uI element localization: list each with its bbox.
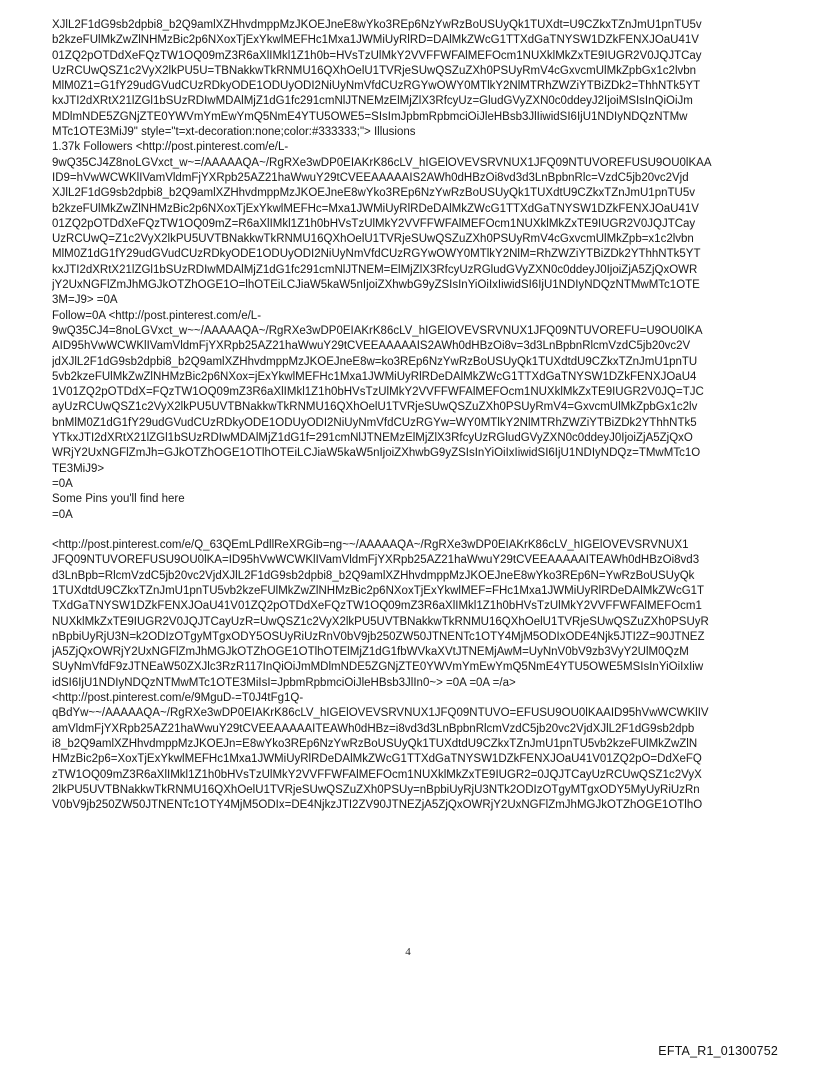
text-line: b2kzeFUlMkZwZlNHMzBic2p6NXoxTjExYkwlMEFHc1Mxa1JWMiUyRlRD=DAlMkZWcG1TTXdGaTNYSW1DZkFENXJOaU41V [52, 34, 699, 47]
text-line: UzRCUwQ=Z1c2VyX2lkPU5UVTBNakkwTkRNMU16QXhOelU1TVRjeSUwQSZuZXh0PSUyRmV4cGxvcmUlMkZpb=x1c2lvbn [52, 233, 694, 246]
text-line: Follow=0A <http://post.pinterest.com/e/L- [52, 309, 262, 322]
bates-number: EFTA_R1_01300752 [658, 1044, 778, 1058]
document-body [52, 18, 772, 813]
text-line: MlM0Z1dG1fY29udGVudCUzRDkyODE1ODUyODI2NiUyNmVfdCUzRGYwOWY0MTlkY2NlM=RhZWZiYTBiZDk2YThhNTk5YT [52, 248, 701, 261]
blank-line [52, 523, 772, 538]
text-line: YTkxJTI2dXRtX21lZGl1bSUzRDIwMDAlMjZ1dG1f=291cmNlJTNEMzElMjZlX3RfcyUzRGludGVyZXN0c0ddeyJ0IjoiZjA5ZjQxO [52, 432, 693, 445]
page-number: 4 [405, 946, 411, 958]
text-line: ayUzRCUwQSZ1c2VyX2lkPU5UVTBNakkwTkRNMU16QXhOelU1TVRjeSUwQSZuZXh0PSUyRmV4=GxvcmUlMkZpbGx1c2lv [52, 401, 698, 414]
text-line: kxJTI2dXRtX21lZGl1bSUzRDIwMDAlMjZ1dG1fc291cmNlJTNEMzElMjZlX3RfcyUz=GludGVyZXN0c0ddeyJ2IjoiMSIsInQiOiJm [52, 95, 693, 108]
text-line: qBdYw~~/AAAAAQA~/RgRXe3wDP0EIAKrK86cLV_hIGElOVEVSRVNUX1JFQ09NTUVO=EFUSU9OU0lKAAID95hVwWCWKlIV [52, 707, 709, 720]
text-line: UzRCUwQSZ1c2VyX2lkPU5U=TBNakkwTkRNMU16QXhOelU1TVRjeSUwQSZuZXh0PSUyRmV4cGxvcmUlMkZpbGx1c2lvbn [52, 64, 697, 77]
text-line: HMzBic2p6=XoxTjExYkwlMEFHc1Mxa1JWMiUyRlRDeDAlMkZWcG1TTXdGaTNYSW1DZkFENXJOaU41V01ZQ2pO=DdXeFQ [52, 753, 702, 766]
text-line: 3M=J9> =0A [52, 294, 118, 307]
text-line: NUXklMkZxTE9IUGR2V0JQJTCayUzR=UwQSZ1c2VyX2lkPU5UVTBNakkwTkRNMU16QXhOelU1TVRjeSUwQSZuZXh0PSUyR [52, 615, 709, 628]
text-line: XJlL2F1dG9sb2dpbi8_b2Q9amlXZHhvdmppMzJKOEJneE8wYko3REp6NzYwRzBoUSUyQk1TUXdt=U9CZkxTZnJmU1pnTU5v [52, 19, 702, 31]
text-line: amVldmFjYXRpb25AZ21haWwuY29tCVEEAAAAAITEAWh0dHBz=i8vd3d3LnBpbnRlcmVzdC5jb20vc2VjdXJlL2F1dG9sb2dpb [52, 722, 695, 735]
text-line: MlM0Z1=G1fY29udGVudCUzRDkyODE1ODUyODI2NiUyNmVfdCUzRGYwOWY0MTlkY2NlMTRhZWZiYTBiZDk2=ThhNTk5YT [52, 80, 701, 93]
text-line: 1V01ZQ2pOTDdX=FQzTW1OQ09mZ3R6aXlIMkl1Z1h0bHVsTzUlMkY2VVFFWFAlMEFOcm1NUXklMkZxTE9IUGR2V0JQ=TJC [52, 386, 704, 399]
encoded-link-block-1 [52, 18, 772, 477]
text-line: =0A [52, 508, 73, 521]
text-line: 2lkPU5UVTBNakkwTkRNMU16QXhOelU1TVRjeSUwQSZuZXh0PSUy=nBpbiUyRjU3NTk2ODIzOTgyMTgxODY5MyUyRiUzRn [52, 783, 700, 796]
text-line: MDlmNDE5ZGNjZTE0YWVmYmEwYmQ5NmE4YTU5OWE5=SIsImJpbmRpbmciOiJleHBsb3JlIiwidSI6IjU1NDIyNDQzNTMw [52, 110, 688, 123]
text-line: WRjY2UxNGFlZmJh=GJkOTZhOGE1OTlhOTEiLCJiaW5kaW5nIjoiZXhwbG9yZSIsInYiOiIxIiwidSI6IjU1NDIyNDQz=TMwMTc1O [52, 447, 701, 460]
text-line: 5vb2kzeFUlMkZwZlNHMzBic2p6NXox=jExYkwlMEFHc1Mxa1JWMiUyRlRDeDAlMkZWcG1TTXdGaTNYSW1DZkFENXJOaU4 [52, 370, 697, 383]
text-line: <http://post.pinterest.com/e/9MguD-=T0J4tFg1Q- [52, 692, 304, 705]
text-line: 01ZQ2pOTDdXeFQzTW1OQ09mZ3R6aXlIMkl1Z1h0b=HVsTzUlMkY2VVFFWFAlMEFOcm1NUXklMkZxTE9IUGR2V0JQJTCay [52, 49, 702, 62]
text-line: 1.37k Followers <http://post.pinterest.com/e/L- [52, 141, 289, 154]
text-line: i8_b2Q9amlXZHhvdmppMzJKOEJn=E8wYko3REp6NzYwRzBoUSUyQk1TUXdtdU9CZkxTZnJmU1pnTU5vb2kzeFUlMkZwZlN [52, 737, 698, 750]
text-line: =0A [52, 477, 73, 490]
text-line: TE3MiJ9> [52, 462, 105, 475]
text-line: idSI6IjU1NDIyNDQzNTMwMTc1OTE3MiIsI=JpbmRpbmciOiJleHBsb3JlIn0~> =0A =0A =/a> [52, 676, 516, 689]
text-line: jdXJlL2F1dG9sb2dpbi8_b2Q9amlXZHhvdmppMzJKOEJneE8w=ko3REp6NzYwRzBoUSUyQk1TUXdtdU9CZkxTZnJmU1pnTU [52, 355, 698, 368]
section-label-block [52, 477, 772, 523]
text-line: <http://post.pinterest.com/e/Q_63QEmLPdllReXRGib=ng~~/AAAAAQA~/RgRXe3wDP0EIAKrK86cLV_hIGElOVEVSRVNUX1 [52, 539, 689, 552]
text-line: ID9=hVwWCWKlIVamVldmFjYXRpb25AZ21haWwuY29tCVEEAAAAAIS2AWh0dHBzOi8vd3d3LnBpbnRlc=VzdC5jb20vc2Vjd [52, 171, 689, 184]
text-line: AID95hVwWCWKlIVamVldmFjYXRpb25AZ21haWwuY29tCVEEAAAAAIS2AWh0dHBzOi8v=3d3LnBpbnRlcmVzdC5jb20vc2V [52, 340, 691, 353]
text-line: 01ZQ2pOTDdXeFQzTW1OQ09mZ=R6aXlIMkl1Z1h0bHVsTzUlMkY2VVFFWFAlMEFOcm1NUXklMkZxTE9IUGR2V0JQJTCay [52, 217, 696, 230]
text-line: b2kzeFUlMkZwZlNHMzBic2p6NXoxTjExYkwlMEFHc=Mxa1JWMiUyRlRDeDAlMkZWcG1TTXdGaTNYSW1DZkFENXJOaU41V [52, 202, 699, 215]
text-line: TXdGaTNYSW1DZkFENXJOaU41V01ZQ2pOTDdXeFQzTW1OQ09mZ3R6aXlIMkl1Z1h0bHVsTzUlMkY2VVFFWFAlMEFOcm1 [52, 600, 702, 613]
text-line: MTc1OTE3MiJ9" style="t=xt-decoration:none;color:#333333;"> Illusions [52, 126, 416, 139]
text-line: kxJTI2dXRtX21lZGl1bSUzRDIwMDAlMjZ1dG1fc291cmNlJTNEM=ElMjZlX3RfcyUzRGludGVyZXN0c0ddeyJ0IjoiZjA5ZjQxOWR [52, 263, 698, 276]
text-line: SUyNmVfdF9zJTNEaW50ZXJlc3RzR117InQiOiJmMDlmNDE5ZGNjZTE0YWVmYmEwYmQ5NmE4YTU5OWE5MSIsInYiOiIxIiw [52, 661, 704, 674]
text-line: jY2UxNGFlZmJhMGJkOTZhOGE1O=lhOTEiLCJiaW5kaW5nIjoiZXhwbG9yZSIsInYiOiIxIiwidSI6IjU1NDIyNDQzNTMwMTc1OTE [52, 279, 700, 292]
text-line: d3LnBpb=RlcmVzdC5jb20vc2VjdXJlL2F1dG9sb2dpbi8_b2Q9amlXZHhvdmppMzJKOEJneE8wYko3REp6N=YwRzBoUSUyQk [52, 569, 695, 582]
text-line: zTW1OQ09mZ3R6aXlIMkl1Z1h0bHVsTzUlMkY2VVFFWFAlMEFOcm1NUXklMkZxTE9IUGR2=0JQJTCayUzRCUwQSZ1c2VyX [52, 768, 702, 781]
text-line: Some Pins you'll find here [52, 493, 185, 506]
text-line: 9wQ35CJ4Z8noLGVxct_w~=/AAAAAQA~/RgRXe3wDP0EIAKrK86cLV_hIGElOVEVSRVNUX1JFQ09NTUVOREFUSU9OU0lKAA [52, 156, 712, 169]
text-line: XJlL2F1dG9sb2dpbi8_b2Q9amlXZHhvdmppMzJKOEJneE8wYko3REp6NzYwRzBoUSUyQk1TUXdtU9CZkxTZnJmU1pnTU5v [52, 187, 695, 200]
text-line: V0bV9jb250ZW50JTNENTc1OTY4MjM5ODIx=DE4NjkzJTI2ZV90JTNEZjA5ZjQxOWRjY2UxNGFlZmJhMGJkOTZhOGE1OTlhO [52, 799, 703, 812]
text-line: bnMlM0Z1dG1fY29udGVudCUzRDkyODE1ODUyODI2NiUyNmVfdCUzRGYw=WY0MTlkY2NlMTRhZWZiYTBiZDk2YThhNTk5 [52, 416, 697, 429]
text-line: 1TUXdtdU9CZkxTZnJmU1pnTU5vb2kzeFUlMkZwZlNHMzBic2p6NXoxTjExYkwlMEF=FHc1Mxa1JWMiUyRlRDeDAlMkZWcG1T [52, 584, 705, 597]
text-line: jA5ZjQxOWRjY2UxNGFlZmJhMGJkOTZhOGE1OTlhOTElMjZ1dG1fbWVkaXVtJTNEMjAwM=UyNnV0bV9zb3VyY2UlM0QzM [52, 646, 689, 659]
text-line: JFQ09NTUVOREFUSU9OU0lKA=ID95hVwWCWKlIVamVldmFjYXRpb25AZ21haWwuY29tCVEEAAAAAITEAWh0dHBzOi8vd3 [52, 554, 700, 567]
encoded-link-block-2 [52, 538, 772, 813]
text-line: nBpbiUyRjU3N=k2ODIzOTgyMTgxODY5OSUyRiUzRnV0bV9jb250ZW50JTNENTc1OTY4MjM5ODIxODE4Njk5JTI2Z=90JTNEZ [52, 630, 705, 643]
text-line: 9wQ35CJ4=8noLGVxct_w~~/AAAAAQA~/RgRXe3wDP0EIAKrK86cLV_hIGElOVEVSRVNUX1JFQ09NTUVOREFU=U9OU0lKA [52, 324, 703, 337]
